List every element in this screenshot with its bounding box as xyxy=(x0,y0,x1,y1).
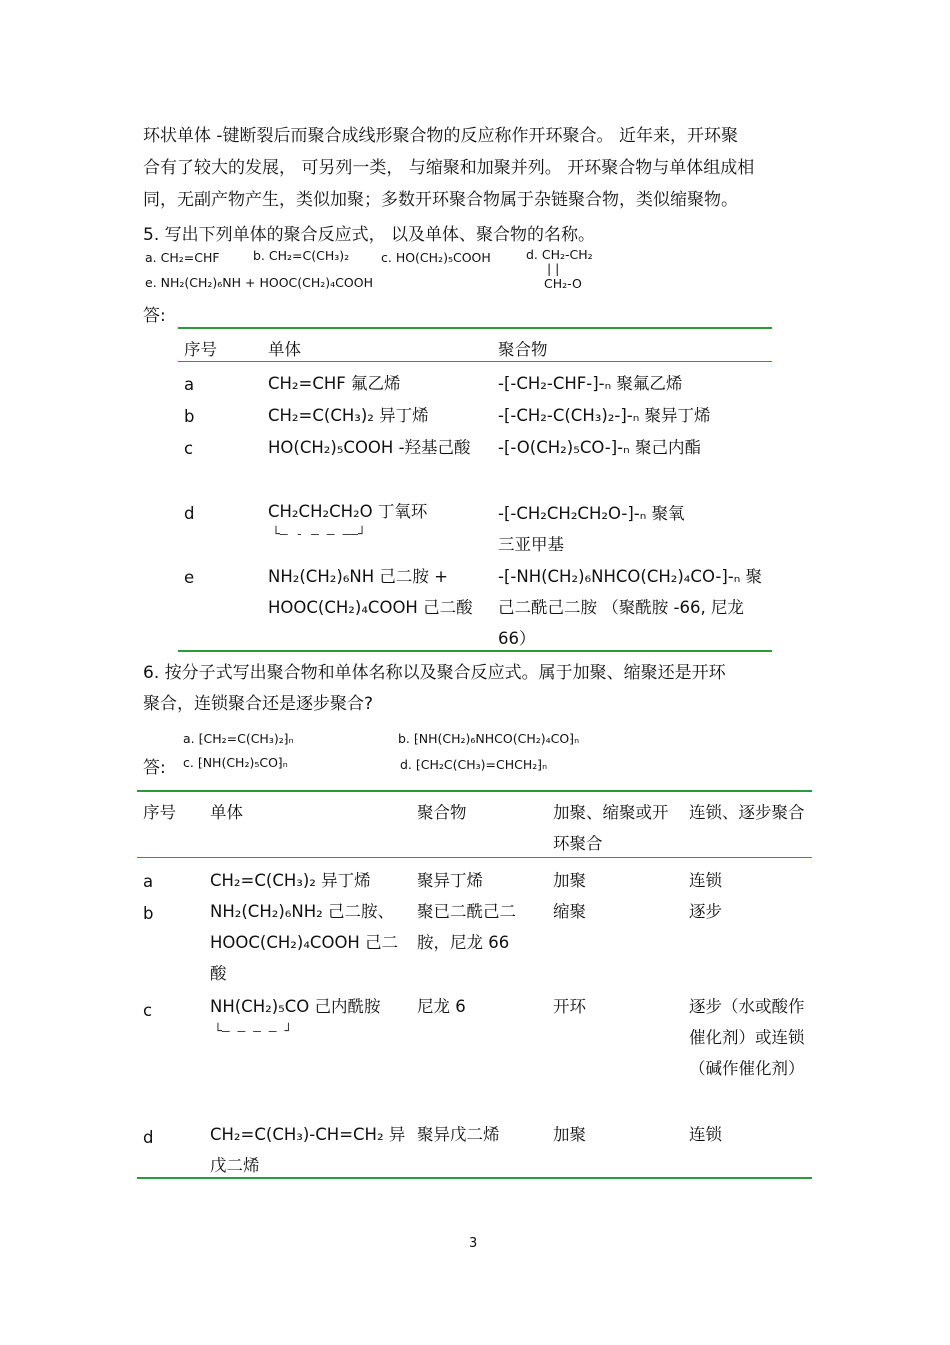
q5-monomer-a: a. CH₂=CHF xyxy=(145,250,220,265)
q6-row-d-mechanism: 连锁 xyxy=(689,1125,722,1144)
q5-row-d-polymer: -[-CH₂CH₂CH₂O-]-ₙ 聚氧三亚甲基 xyxy=(498,504,685,554)
q5-header-monomer: 单体 xyxy=(268,340,301,359)
q6-table-top-rule xyxy=(137,790,812,792)
q5-header-polymer: 聚合物 xyxy=(498,340,548,359)
q5-row-c-monomer: HO(CH₂)₅COOH -羟基己酸 xyxy=(268,438,471,457)
q5-monomer-b: b. CH₂=C(CH₃)₂ xyxy=(253,248,350,263)
q6-row-b-type: 缩聚 xyxy=(553,902,586,921)
q6-header-monomer: 单体 xyxy=(210,803,243,822)
page-number: 3 xyxy=(469,1236,478,1251)
q5-row-e-id: e xyxy=(184,568,195,587)
q6-row-b-id: b xyxy=(143,904,154,923)
q5-row-b-monomer: CH₂=C(CH₃)₂ 异丁烯 xyxy=(268,406,429,425)
q6-formula-b: b. ⁅NH(CH₂)₆NHCO(CH₂)₄CO⁆ₙ xyxy=(398,731,580,746)
q5-monomer-e: e. NH₂(CH₂)₆NH + HOOC(CH₂)₄COOH xyxy=(145,275,373,290)
q5-row-d-monomer: CH₂CH₂CH₂O 丁氧环 xyxy=(268,502,428,521)
q5-row-b-polymer: -[-CH₂-C(CH₃)₂-]-ₙ 聚异丁烯 xyxy=(498,406,711,425)
q5-row-d-ring-bond: └— - — — ——┘ xyxy=(272,527,366,542)
q6-row-a-polymer: 聚异丁烯 xyxy=(417,871,483,890)
q6-header-rule xyxy=(137,857,812,858)
q6-formula-c: c. ⁅NH(CH₂)₅CO⁆ₙ xyxy=(183,755,288,770)
q6-title-line-1: 6. 按分子式写出聚合物和单体名称以及聚合反应式。属于加聚、缩聚还是开环 xyxy=(143,663,726,683)
q6-row-d-type: 加聚 xyxy=(553,1125,586,1144)
q6-header-polymer: 聚合物 xyxy=(417,803,467,822)
q5-table-top-rule xyxy=(178,327,772,329)
q6-row-d-monomer: CH₂=C(CH₃)-CH=CH₂ 异戊二烯 xyxy=(210,1125,406,1175)
q5-row-b-id: b xyxy=(184,407,195,426)
q5-row-a-monomer: CH₂=CHF 氟乙烯 xyxy=(268,374,401,393)
q5-row-c-polymer: -[-O(CH₂)₅CO-]-ₙ 聚己内酯 xyxy=(498,438,701,457)
q6-formula-d: d. ⁅CH₂C(CH₃)=CHCH₂⁆ₙ xyxy=(400,757,548,772)
intro-line-2: 合有了较大的发展， 可另列一类， 与缩聚和加聚并列。 开环聚合物与单体组成相 xyxy=(143,158,755,178)
q5-row-d-id: d xyxy=(184,504,195,523)
q6-row-c-id: c xyxy=(143,1001,153,1020)
intro-line-1: 环状单体 -键断裂后而聚合成线形聚合物的反应称作开环聚合。 近年来，开环聚 xyxy=(143,126,738,146)
q6-row-c-polymer: 尼龙 6 xyxy=(417,997,466,1016)
q6-row-b-monomer: NH₂(CH₂)₆NH₂ 己二胺、HOOC(CH₂)₄COOH 己二酸 xyxy=(210,902,399,983)
q5-row-a-id: a xyxy=(184,375,195,394)
q5-row-e-polymer: -[-NH(CH₂)₆NHCO(CH₂)₄CO-]-ₙ 聚己二酰己二胺 （聚酰胺 -66, 尼龙 66） xyxy=(498,567,763,648)
q6-header-mechanism: 连锁、逐步聚合 xyxy=(689,803,805,822)
q5-header-rule xyxy=(178,361,772,362)
q5-monomer-d-bottom: CH₂-O xyxy=(544,276,582,291)
q6-row-d-polymer: 聚异戊二烯 xyxy=(417,1125,500,1144)
q6-row-d-id: d xyxy=(143,1128,154,1147)
q6-row-b-mechanism: 逐步 xyxy=(689,902,722,921)
q6-row-c-type: 开环 xyxy=(553,997,586,1016)
q6-row-a-id: a xyxy=(143,872,154,891)
q6-table-bottom-rule xyxy=(137,1177,812,1179)
q6-row-c-monomer: NH(CH₂)₅CO 己内酰胺 xyxy=(210,997,381,1016)
q6-answer-label: 答: xyxy=(143,758,166,778)
q6-row-c-mechanism: 逐步（水或酸作催化剂）或连锁（碱作催化剂） xyxy=(689,997,805,1078)
q5-monomer-d-top: d. CH₂-CH₂ xyxy=(526,247,593,262)
q6-row-a-type: 加聚 xyxy=(553,871,586,890)
q6-row-c-ring-bond: └— — — — ┘ xyxy=(214,1024,293,1039)
q5-header-id: 序号 xyxy=(184,340,217,359)
q6-row-a-monomer: CH₂=C(CH₃)₂ 异丁烯 xyxy=(210,871,371,890)
q5-table-bottom-rule xyxy=(178,650,772,652)
q5-monomer-d-bonds: | | xyxy=(547,261,560,276)
q5-title: 5. 写出下列单体的聚合反应式， 以及单体、聚合物的名称。 xyxy=(143,225,596,245)
q6-row-b-polymer: 聚已二酰己二胺，尼龙 66 xyxy=(417,902,516,952)
q5-row-a-polymer: -[-CH₂-CHF-]-ₙ 聚氟乙烯 xyxy=(498,374,683,393)
q6-header-id: 序号 xyxy=(143,803,176,822)
intro-line-3: 同，无副产物产生，类似加聚；多数开环聚合物属于杂链聚合物，类似缩聚物。 xyxy=(143,190,738,210)
q6-formula-a: a. ⁅CH₂=C(CH₃)₂⁆ₙ xyxy=(183,731,294,746)
q5-row-c-id: c xyxy=(184,439,194,458)
q5-monomer-c: c. HO(CH₂)₅COOH xyxy=(381,250,491,265)
q5-row-e-monomer: NH₂(CH₂)₆NH 己二胺 + HOOC(CH₂)₄COOH 己二酸 xyxy=(268,567,473,617)
q6-header-type: 加聚、缩聚或开环聚合 xyxy=(553,803,669,853)
q6-title-line-2: 聚合，连锁聚合还是逐步聚合? xyxy=(143,694,374,714)
q5-answer-label: 答: xyxy=(143,306,166,326)
q6-row-a-mechanism: 连锁 xyxy=(689,871,722,890)
